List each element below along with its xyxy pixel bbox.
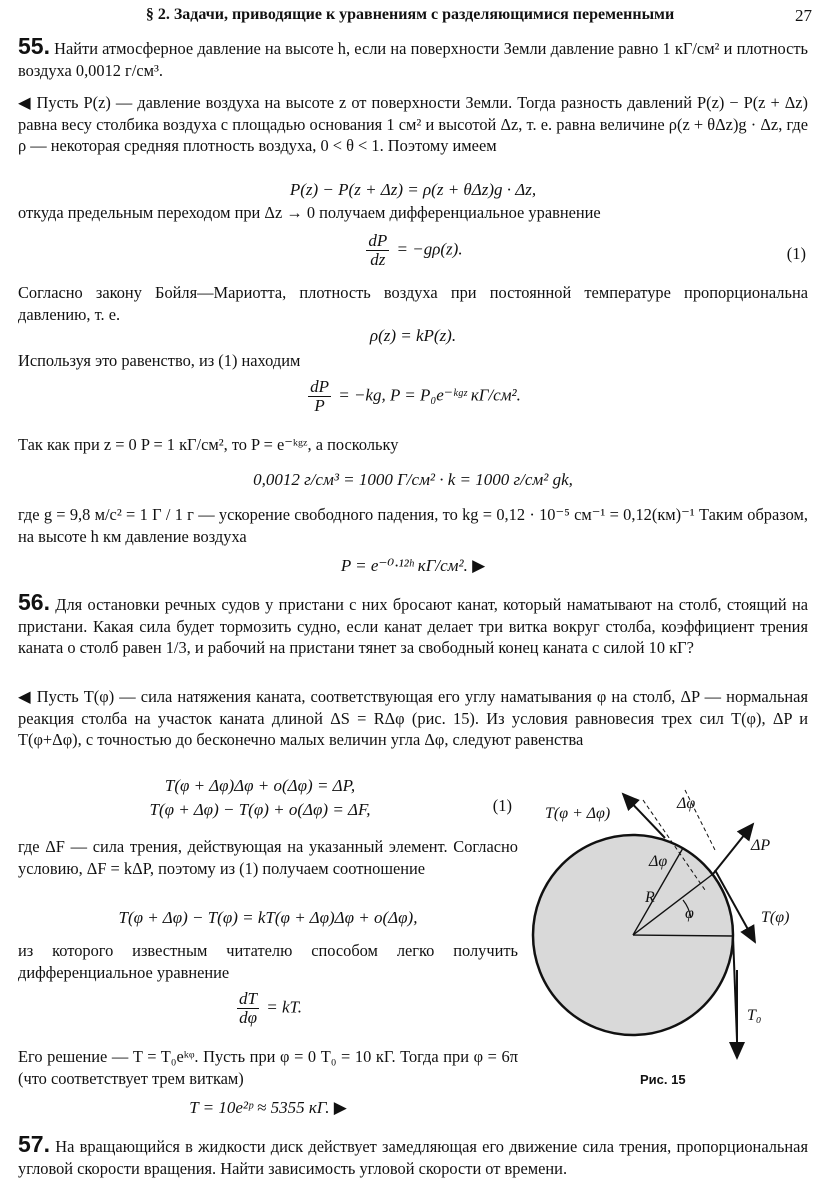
equation: 0,0012 г/см³ = 1000 Г/см² · k = 1000 г/см² gk,	[253, 470, 573, 489]
running-header	[0, 6, 820, 28]
paragraph: где g = 9,8 м/с² = 1 Г / 1 г — ускорение свободного падения, то kg = 0,12 · 10⁻⁵ см⁻¹ = 0,12(км)⁻¹ Таким образом, на высоте h км давление воздуха	[18, 505, 808, 546]
equation: T(φ + Δφ)Δφ + o(Δφ) = ΔP,	[164, 776, 356, 795]
equation: T = 10e²ᵖ ≈ 5355 кГ. ▶	[189, 1098, 347, 1117]
arrow-dp	[713, 824, 753, 874]
paragraph: Согласно закону Бойля—Мариотта, плотность воздуха при постоянной температуре пропорциональна давлению, т. е.	[18, 283, 808, 324]
label-dphi-in: Δφ	[649, 853, 668, 870]
label-t-plus: T(φ + Δφ)	[545, 805, 611, 822]
fraction: $\frac{dT}{d\varphi}$	[239, 989, 257, 1027]
paragraph: откуда предельным переходом при Δz → 0 получаем дифференциальное уравнение	[18, 203, 601, 222]
paragraph: Его решение — T = T₀eᵏᵠ. Пусть при φ = 0 T₀ = 10 кГ. Тогда при φ = 6π (что соответствует трем виткам)	[18, 1047, 518, 1088]
paragraph: Используя это равенство, из (1) находим	[18, 351, 301, 370]
label-t-phi: T(φ)	[761, 909, 790, 926]
fraction: $\frac{dP}{P}$	[310, 377, 329, 415]
equation-1: $\frac{dP}{dz}$ = −gρ(z).	[368, 231, 463, 269]
figure-caption: Рис. 15	[640, 1072, 686, 1087]
problem-number: 55.	[18, 33, 50, 59]
problem-number: 56.	[18, 589, 50, 615]
radius-line	[633, 935, 733, 936]
page-number: 27	[795, 6, 812, 25]
paragraph: Так как при z = 0 P = 1 кГ/см², то P = e⁻ᵏᵍᶻ, а поскольку	[18, 435, 399, 454]
equation: ρ(z) = kP(z).	[369, 326, 457, 345]
equation: T(φ + Δφ) − T(φ) + o(Δφ) = ΔF,	[149, 800, 371, 819]
problem-text: На вращающийся в жидкости диск действует замедляющая его движение сила трения, пропорциональная угловой скорости вращения. Найти зависимость угловой скорости от времени.	[18, 1137, 808, 1178]
problem-text: Для остановки речных судов у пристани с них бросают канат, который наматывают на столб, стоящий на пристани. Какая сила будет тормозить судно, если канат делает три витка вокруг столба, коэффициент трения каната о столб равен 1/3, и рабочий на пристани тянет за свободный конец каната с силой 10 кГ?	[18, 595, 808, 657]
figure-15	[515, 770, 815, 1090]
section-title: § 2. Задачи, приводящие к уравнениям с разделяющимися переменными	[145, 6, 675, 23]
equation: $\frac{dP}{P}$ = −kg, P = P₀e⁻ᵏᵍᶻ кГ/см².	[310, 377, 521, 415]
equation: $\frac{dT}{d\varphi}$ = kT.	[239, 989, 302, 1027]
label-dp: ΔP	[751, 837, 771, 854]
fraction: $\frac{dP}{dz}$	[368, 231, 388, 269]
equation: T(φ + Δφ) − T(φ) = kT(φ + Δφ)Δφ + o(Δφ),	[118, 908, 418, 927]
problem-56-statement	[18, 589, 808, 659]
label-dphi-top: Δφ	[677, 795, 696, 812]
label-phi: φ	[685, 905, 694, 922]
problem-number: 57.	[18, 1131, 50, 1157]
label-t0: T₀	[747, 1007, 762, 1024]
equation-label: (1)	[786, 244, 806, 263]
problem-text: Найти атмосферное давление на высоте h, если на поверхности Земли давление равно 1 кГ/см² и плотность воздуха 0,0012 г/см³.	[18, 39, 808, 80]
problem-57-statement	[18, 1131, 808, 1179]
equation: P(z) − P(z + Δz) = ρ(z + θΔz)g · Δz,	[289, 180, 537, 199]
problem-55-statement	[18, 33, 808, 81]
paragraph: где ΔF — сила трения, действующая на указанный элемент. Согласно условию, ΔF = kΔP, поэтому из (1) получаем соотношение	[18, 837, 518, 878]
paragraph: из которого известным читателю способом легко получить дифференциальное уравнение	[18, 941, 518, 982]
equation-label: (1)	[492, 796, 512, 815]
problem-56-solution-p1: ◀ Пусть T(φ) — сила натяжения каната, соответствующая его углу наматывания φ на столб, ΔP — нормальная реакция столба на участок каната длиной ΔS = RΔφ (рис. 15). Из условия равновесия трех сил T(φ), ΔP и T(φ+Δφ), с точностью до бесконечно малых величин угла Δφ, следуют равенства	[18, 687, 808, 749]
label-r: R	[645, 889, 655, 906]
problem-55-solution-p1: ◀ Пусть P(z) — давление воздуха на высоте z от поверхности Земли. Тогда разность давлений P(z) − P(z + Δz) равна весу столбика воздуха с площадью основания 1 см² и высотой Δz, т. е. равна величине ρ(z + θΔz)g · Δz, где ρ — некоторая средняя плотность воздуха, 0 < θ < 1. Поэтому имеем	[18, 93, 808, 155]
equation: P = e⁻⁰·¹²ʰ кГ/см². ▶	[340, 556, 486, 575]
